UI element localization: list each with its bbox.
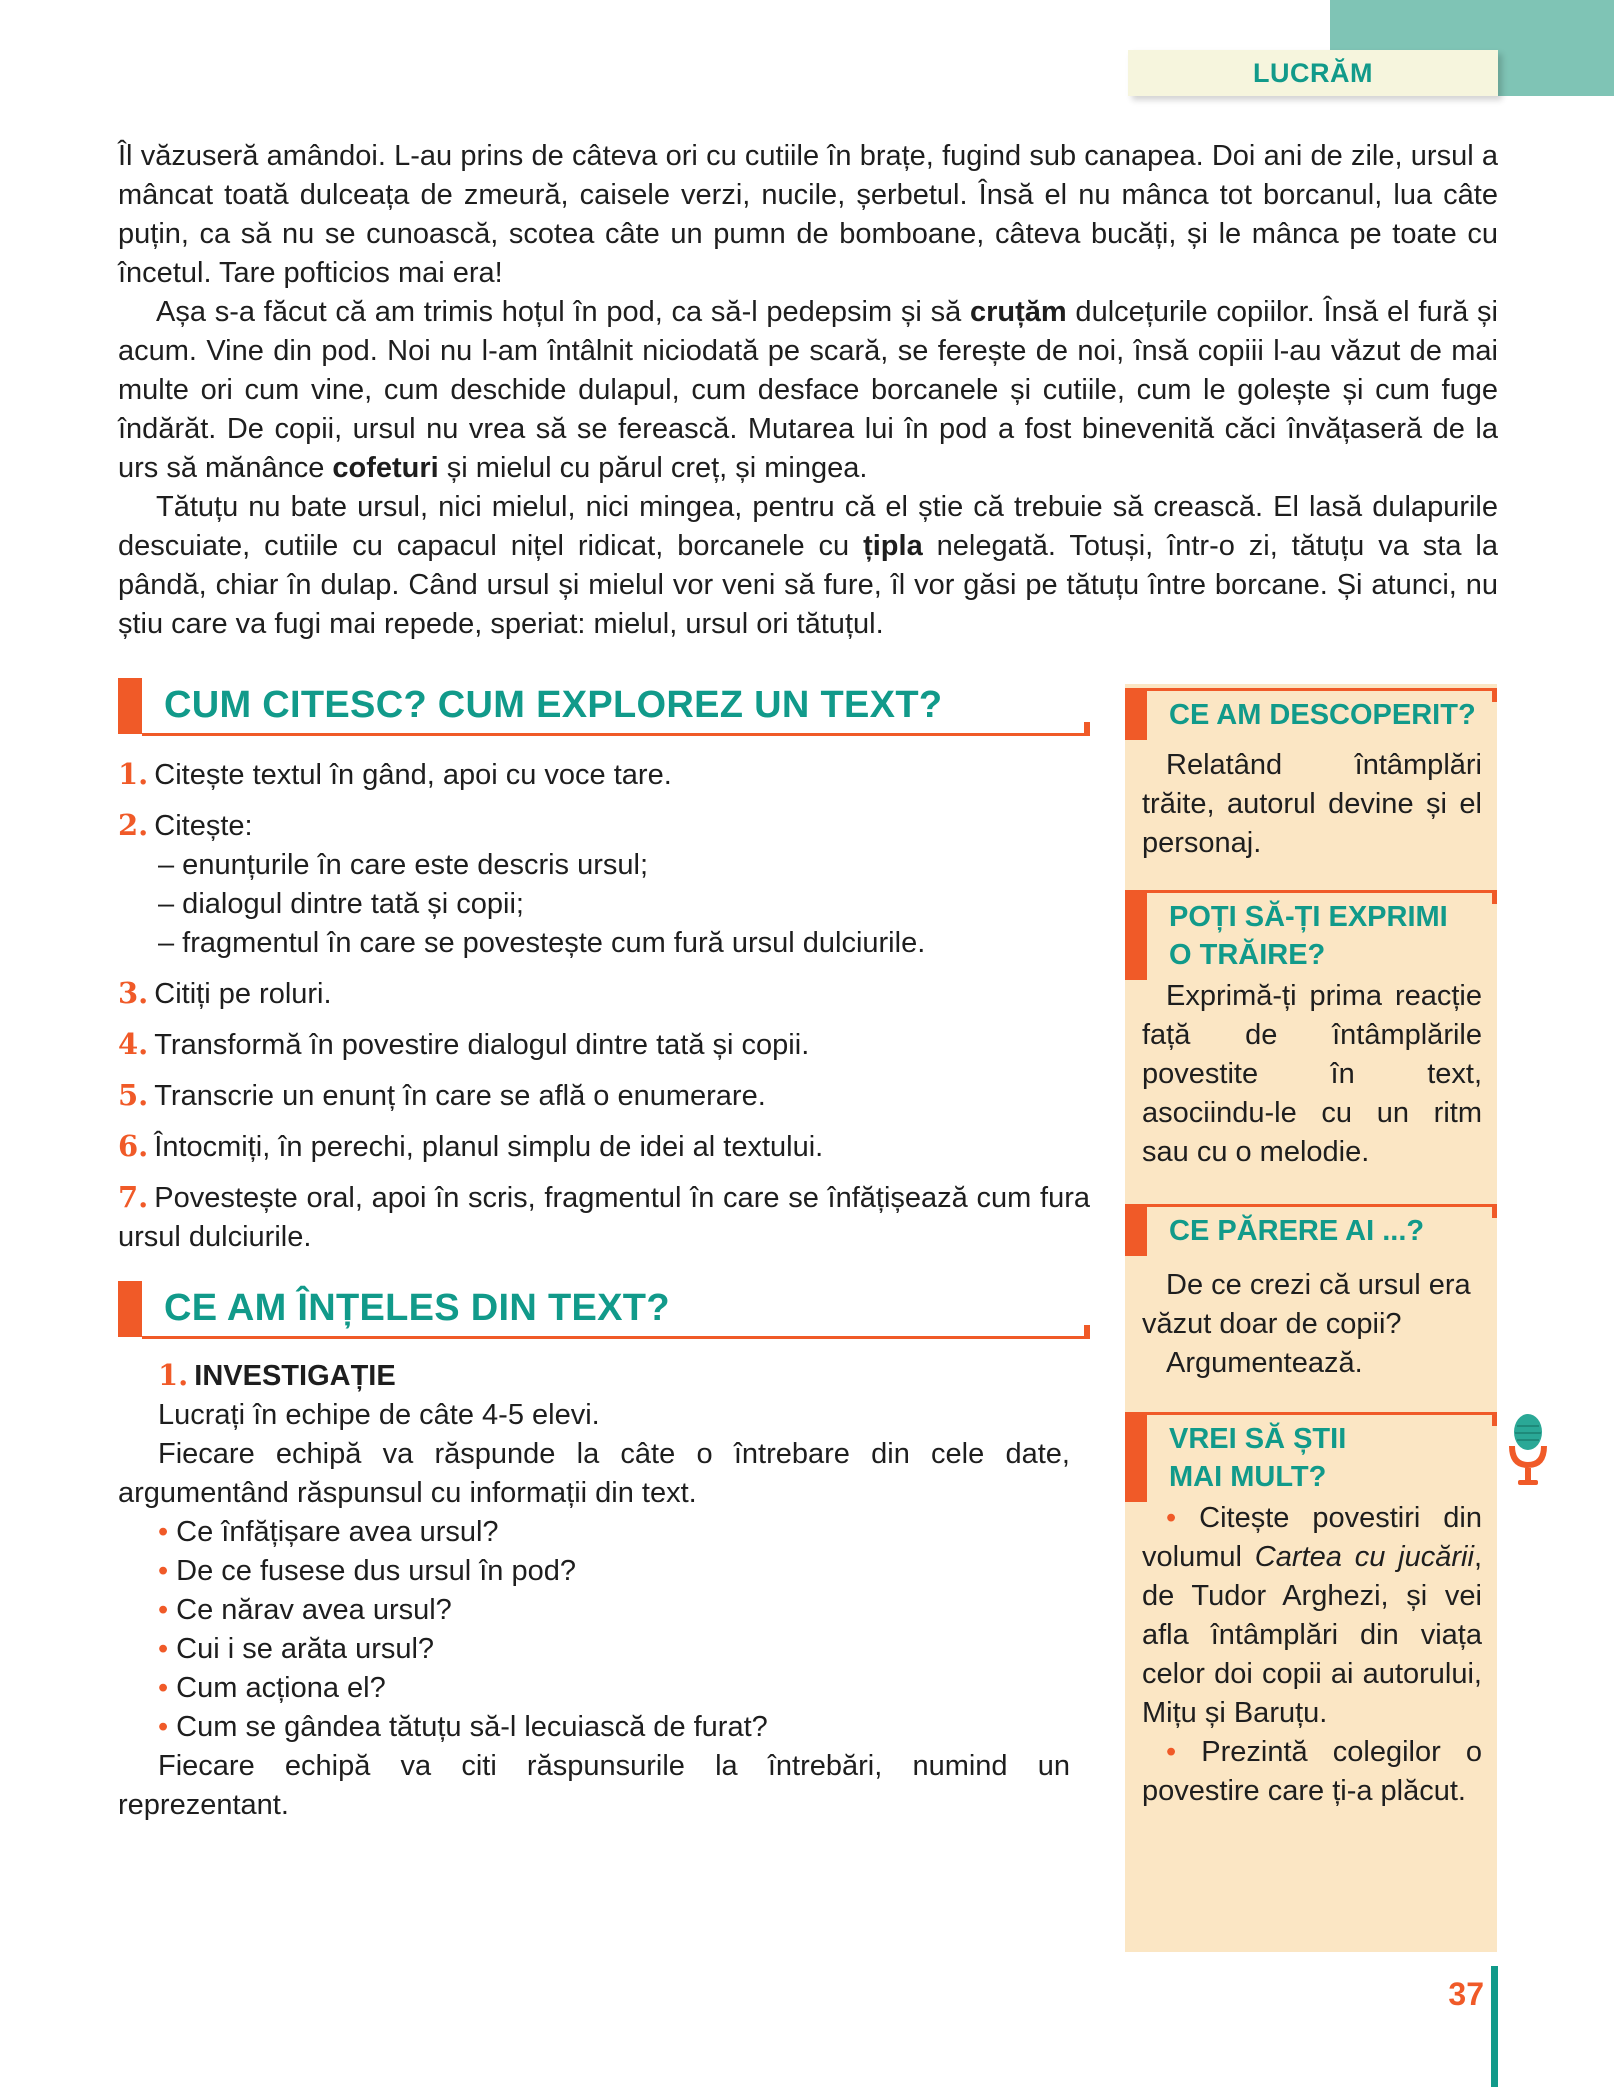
heading-tick <box>1492 1412 1497 1426</box>
section-heading-understand <box>118 1281 1090 1339</box>
heading-title: CE AM ÎNȚELES DIN TEXT? <box>164 1287 670 1329</box>
bullet-icon: • <box>158 1672 169 1704</box>
sidebar <box>1125 684 1497 1952</box>
story-paragraph: Așa s-a făcut că am trimis hoțul în pod, ca să-l pedepsim și să cruțăm dulcețurile copiilor. Însă el fură și acum. Vine din pod. Noi nu l-am întâlnit niciodată pe scară, se ferește de noi, însă copiii l-au văzut de mai multe ori cum vine, cum deschide dulapul, cum desface borcanele și cutiile, cum le golește și cum fuge îndărăt. De copii, ursul nu vrea să se ferească. Mutarea lui în pod a fost binevenită căci învățaseră de la urs să mănânce cofeturi și mielul cu părul creț, și mingea. <box>118 296 1498 484</box>
heading-bar <box>118 678 142 734</box>
question-item: • Ce nărav avea ursul? <box>158 1594 452 1626</box>
heading-tick <box>1492 890 1497 904</box>
exercise-item: 2. Citește: – enunțurile în care este descris ursul; – dialogul dintre tată și copii; – fragmentul în care se povestește cum fură ursul dulciurile. <box>118 806 1090 963</box>
sidebar-heading: VREI SĂ ȘTII MAI MULT? <box>1125 1412 1497 1502</box>
question-item: • De ce fusese dus ursul în pod? <box>158 1555 576 1587</box>
question-item: • Cui i se arăta ursul? <box>158 1633 435 1665</box>
book-title: Cartea cu jucării <box>1254 1541 1474 1573</box>
question-item: • Cum acționa el? <box>158 1672 386 1704</box>
bullet-icon: • <box>158 1516 169 1548</box>
section-heading-explore <box>118 678 1090 736</box>
heading-rule <box>142 733 1090 736</box>
story-paragraph: Tătuțu nu bate ursul, nici mielul, nici mingea, pentru că el știe că trebuie să crească. El lasă dulapurile descuiate, cutiile cu capacul nițel ridicat, borcanele cu țipla nelegată. Totuși, într-o zi, tătuțu va sta la pândă, chiar în dulap. Când ursul și mielul vor veni să fure, îl vor găsi pe tătuțu între borcane. Și atunci, nu știu care va fugi mai repede, speriat: mielul, ursul ori tătuțul. <box>118 491 1499 640</box>
heading-title: CUM CITESC? CUM EXPLOREZ UN TEXT? <box>164 684 943 726</box>
heading-bar <box>1125 1412 1147 1502</box>
bullet-icon: • <box>158 1711 169 1743</box>
exercise-item: 5. Transcrie un enunț în care se află o enumerare. <box>118 1078 766 1112</box>
heading-rule <box>1147 890 1497 893</box>
bold-word: cruțăm <box>969 296 1067 328</box>
heading-tick <box>1492 1204 1497 1218</box>
investigation-line: Lucrați în echipe de câte 4-5 elevi. <box>158 1399 600 1431</box>
bullet-icon: • <box>158 1633 169 1665</box>
exercise-list <box>118 755 1090 1268</box>
heading-bar <box>1125 688 1147 740</box>
exercise-item: 6. Întocmiți, în perechi, planul simplu de idei al textului. <box>118 1129 824 1163</box>
sidebar-heading: POȚI SĂ-ȚI EXPRIMI O TRĂIRE? <box>1125 890 1497 980</box>
exercise-subitem: – dialogul dintre tată și copii; <box>158 888 524 920</box>
exercise-item: 7. Povestește oral, apoi în scris, fragmentul în care se înfățișează cum fura ursul dulciurile. <box>118 1180 1090 1253</box>
investigation-title: 1. INVESTIGAȚIE <box>158 1358 396 1392</box>
sidebar-heading: CE AM DESCOPERIT? <box>1125 688 1497 740</box>
heading-rule <box>1147 688 1497 691</box>
investigation-line: Fiecare echipă va citi răspunsurile la întrebări, numind un reprezentant. <box>118 1750 1070 1821</box>
sidebar-text: Relatând întâmplări trăite, autorul devine și el personaj. <box>1142 749 1482 859</box>
heading-tick <box>1084 1325 1090 1339</box>
page-number: 37 <box>1448 1976 1484 2012</box>
bold-word: cofeturi <box>332 452 439 484</box>
page-line-decoration <box>1491 1966 1498 2087</box>
heading-bar <box>1125 890 1147 980</box>
exercise-item: 1. Citește textul în gând, apoi cu voce tare. <box>118 757 672 791</box>
investigation-block <box>118 1356 1070 1825</box>
bullet-icon: • <box>158 1555 169 1587</box>
bold-word: țipla <box>863 530 923 562</box>
question-item: • Ce înfățișare avea ursul? <box>158 1516 499 1548</box>
exercise-item: 4. Transformă în povestire dialogul dintre tată și copii. <box>118 1027 810 1061</box>
sidebar-text: De ce crezi că ursul era văzut doar de copii? Argumentează. <box>1142 1269 1471 1379</box>
heading-bar <box>118 1281 142 1337</box>
sidebar-heading: CE PĂRERE AI ...? <box>1125 1204 1497 1256</box>
bullet-icon: • <box>1166 1502 1177 1534</box>
heading-tick <box>1492 688 1497 702</box>
section-tag: LUCRĂM <box>1128 50 1498 96</box>
heading-rule <box>142 1336 1090 1339</box>
sidebar-text: • Citește povestiri din volumul Cartea cu jucării, de Tudor Arghezi, și vei afla întâmplări din viața celor doi copii ai autorului, Mițu și Baruțu. • Prezintă colegilor o povestire care ți-a plăcut. <box>1142 1502 1482 1807</box>
bullet-icon: • <box>1166 1736 1177 1768</box>
exercise-subitem: – fragmentul în care se povestește cum fură ursul dulciurile. <box>158 927 926 959</box>
investigation-line: Fiecare echipă va răspunde la câte o întrebare din cele date, argumentând răspunsul cu informații din text. <box>118 1438 1070 1509</box>
heading-rule <box>1147 1412 1497 1415</box>
exercise-subitem: – enunțurile în care este descris ursul; <box>158 849 649 881</box>
heading-bar <box>1125 1204 1147 1256</box>
heading-tick <box>1084 722 1090 736</box>
bullet-icon: • <box>158 1594 169 1626</box>
question-item: • Cum se gândea tătuțu să-l lecuiască de furat? <box>158 1711 768 1743</box>
sidebar-text: Exprimă-ți prima reacție față de întâmplările povestite în text, asociindu-le cu un ritm sau cu o melodie. <box>1142 980 1482 1168</box>
exercise-item: 3. Citiți pe roluri. <box>118 976 332 1010</box>
microphone-icon <box>1505 1412 1551 1492</box>
story-text <box>118 137 1498 644</box>
heading-rule <box>1147 1204 1497 1207</box>
story-paragraph: Îl văzuseră amândoi. L-au prins de câteva ori cu cutiile în brațe, fugind sub canapea. Doi ani de zile, ursul a mâncat toată dulceața de zmeură, caisele verzi, nucile, șerbetul. Însă el nu mânca tot borcanul, lua câte puțin, ca să nu se cunoască, scotea câte un pumn de bomboane, câteva bucăți, și le mânca pe toate cu încetul. Tare pofticios mai era! <box>118 140 1498 289</box>
